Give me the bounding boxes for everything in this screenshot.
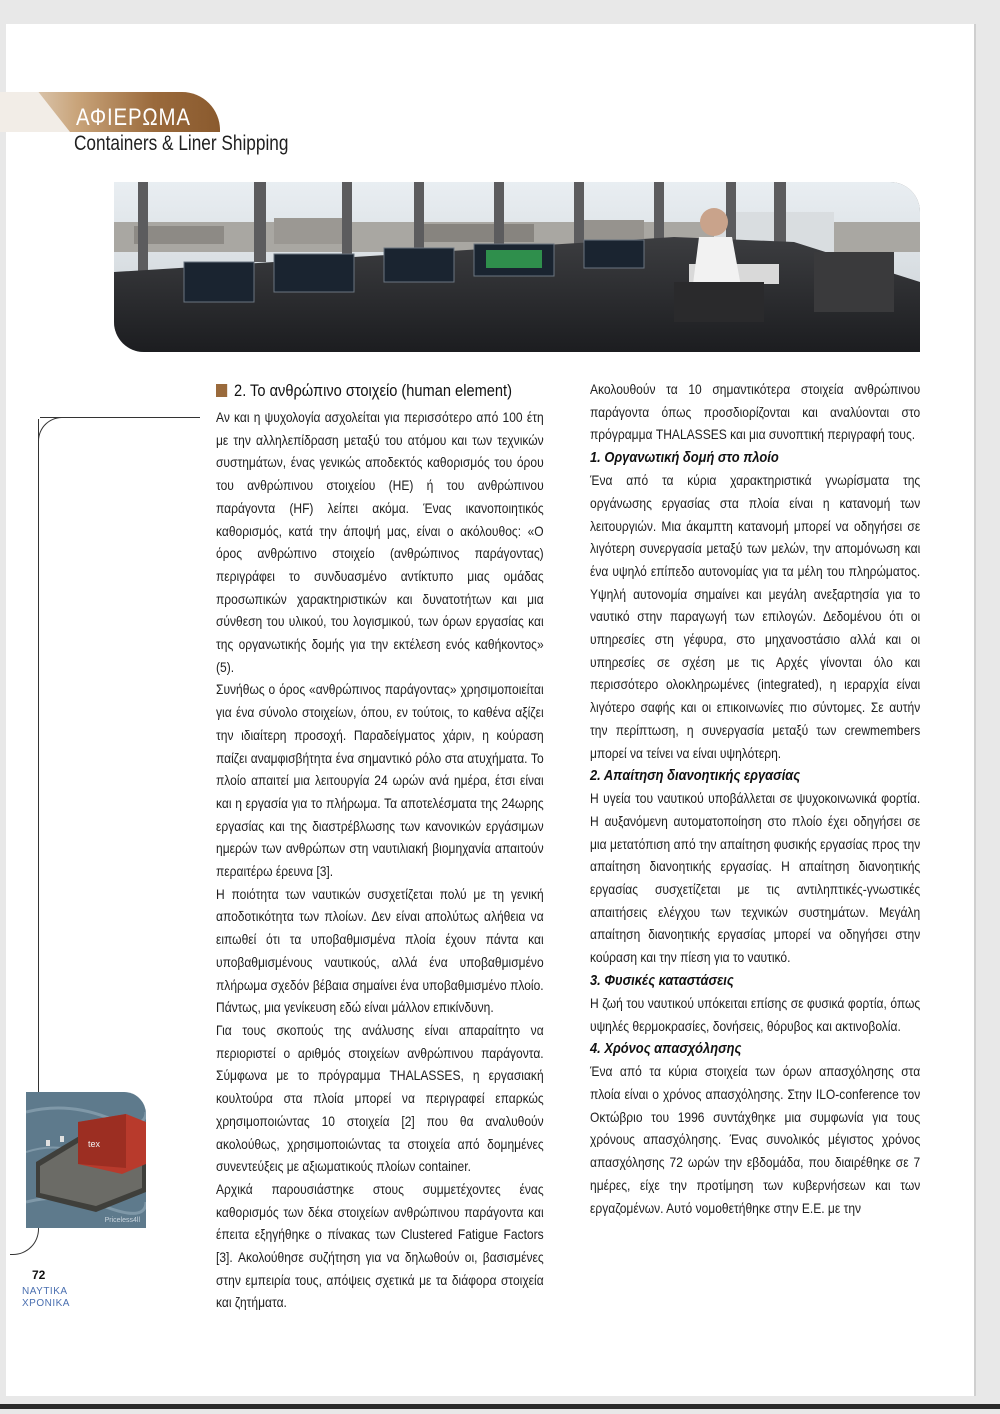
magazine-name-line1: ΝΑΥΤΙΚΑ <box>22 1286 68 1297</box>
subheading-physical-conditions: 3. Φυσικές καταστάσεις <box>590 971 734 989</box>
ship-bridge-illustration <box>114 182 920 352</box>
svg-text:tex: tex <box>88 1139 101 1149</box>
ship-bridge-photo <box>114 182 920 352</box>
paragraph: Συνήθως ο όρος «ανθρώπινος παράγοντας» χρησιμοποιείται για ένα σύνολο στοιχείων, όπου, εν τούτοις, το καθένα αξίζει την ιδιαίτερη προσοχή. Παραδείγματος χάριν, η κούραση παίζει αναμφισβήτητα ένα σημαντικό ρόλο στα ατυχήματα. Το πλοίο απαιτεί μια λειτουργία 24 ωρών ανά ημέρα, έτσι είναι και η εργασία για το πλήρωμα. Τα αποτελέσματα της 24ωρης εργασίας και της διαστρέβλωσης των κανονικών εργάσιμων ημερών των ανθρώπων στη ναυτιλιακή βιομηχανία απαιτούν περαιτέρω έρευνα [3]. <box>216 681 544 880</box>
subheading-organizational-structure: 1. Οργανωτική δομή στο πλοίο <box>590 449 779 467</box>
magazine-name-line2: ΧΡΟΝΙΚΑ <box>22 1298 70 1309</box>
subheading-mental-workload: 2. Απαίτηση διανοητικής εργασίας <box>590 767 801 785</box>
section-bullet-icon <box>216 384 227 397</box>
paragraph: Ένα από τα κύρια χαρακτηριστικά γνωρίσματα της οργάνωσης εργασίας στα πλοία είναι η κατανομή των λειτουργιών. Μια άκαμπτη κατανομή μπορεί να οδηγήσει σε λιγότερη συνεργασία μεταξύ των μελών, την απομόνωση και ένα υψηλό επίπεδο αυτονομίας για τα μέλη του πληρώματος. Υψηλή αυτονομία σημαίνει και μεγάλη ανεξαρτησία για το ναυτικό στην παραγωγή των επιλογών. Δεδομένου ότι οι υπηρεσίες στη γέφυρα, στο μηχανοστάσιο αλλά και οι υπηρεσίες σε σχέση με τις Αρχές γίνονται όλο και περισσότερο ολοκληρωμένες (integrated), η ιεραρχία είναι λιγότερο σαφής και οι επικοινωνίες πιο σύντομες. Σε αυτήν την περίπτωση, η συνεργασία μεταξύ των crewmembers μπορεί να τείνει να είναι υψηλότερη. <box>590 472 921 761</box>
section-heading-text: 2. Το ανθρώπινο στοιχείο (human element) <box>234 381 512 400</box>
paragraph: Αρχικά παρουσιάστηκε στους συμμετέχοντες ένας καθορισμός των δέκα στοιχείων ανθρώπινου παράγοντα και έπειτα εξηγήθηκε ο πίνακας των Clustered Fatigue Factors [3]. Ακολούθησε συζήτηση για να δηλωθούν οι, βασισμένες στην εμπειρία τους, απόψεις σχετικά με τα διάφορα στοιχεία και ζητήματα. <box>216 1180 544 1311</box>
paragraph: Ακολουθούν τα 10 σημαντικότερα στοιχεία ανθρώπινου παράγοντα όπως προσδιορίζονται και αναλύονται στο πρόγραμμα THALASSES και μια συνοπτική περιγραφή τους. <box>590 381 921 443</box>
article-column-right <box>590 378 920 1219</box>
container-ship-illustration <box>26 1092 146 1228</box>
section-title: ΑΦΙΕΡΩΜΑ <box>76 104 191 131</box>
paragraph: Η ποιότητα των ναυτικών συσχετίζεται πολύ με τη γενική αποδοτικότητα των πλοίων. Δεν είναι απολύτως αλήθεια να ειπωθεί ότι τα υποβαθμισμένα πλοία έχουν πάντα και υποβαθμισμένους ναυτικούς, αλλά ένα υποβαθμισμένο πλήρωμα σχεδόν βέβαια σημαίνει ένα υποβαθμισμένο πλοίο. Πάντως, μια γενίκευση εδώ είναι μάλλον επικίνδυνη. <box>216 885 544 1016</box>
paragraph: Αν και η ψυχολογία ασχολείται για περισσότερο από 100 έτη με την αλληλεπίδραση μεταξύ του ατόμου και των τεχνικών συστημάτων, ένας γενικώς αποδεκτός καθορισμός του όρου του ανθρώπινου στοιχείου (HE) ή του ανθρώπινου παράγοντα (HF) λείπει ακόμα. Ένας ικανοποιητικός καθορισμός, κατά την άποψή μας, είναι ο ακόλουθος: «Ο όρος ανθρώπινο στοιχείο (ανθρώπινος παράγοντας) περιγράφει το συνδυασμένο αντίκτυπο μιας ομάδας προσωπικών χαρακτηριστικών και δυνατοτήτων και μια σύνθεση του υλικού, του λογισμικού, των όρων εργασίας και της οργανωτικής δομής για την εκτέλεση ενός καθήκοντος» (5). <box>216 409 544 675</box>
page-number: 72 <box>32 1268 46 1282</box>
paragraph: Η υγεία του ναυτικού υποβάλλεται σε ψυχοκοινωνικά φορτία. Η αυξανόμενη αυτοματοποίηση στο πλοίο έχει οδηγήσει σε μια μετατόπιση από την απαίτηση φυσικής εργασίας προς την απαίτηση διανοητικής εργασίας. Η απαίτηση διανοητικής εργασίας συσχετίζεται με τις αντιληπτικές-γνωστικές απαιτήσεις ελέγχου των τεχνικών συστημάτων. Μεγάλη απαίτηση διανοητικής εργασίας μπορεί να οδηγήσει στην κούραση και την πίεση για το ναυτικό. <box>590 790 921 966</box>
section-heading <box>216 378 544 404</box>
paragraph: Η ζωή του ναυτικού υπόκειται επίσης σε φυσικά φορτία, όπως υψηλές θερμοκρασίες, δονήσεις, θόρυβος και ακτινοβολία. <box>590 994 921 1034</box>
subheading-working-time: 4. Χρόνος απασχόλησης <box>590 1040 742 1058</box>
paragraph: Ένα από τα κύρια στοιχεία των όρων απασχόλησης στα πλοία είναι ο χρόνος απασχόλησης. Στην ILO-conference τον Οκτώβριο του 1996 συντάχθηκε μια συμφωνία για τους χρόνους απασχόλησης. Ένας συνολικός μέγιστος χρόνος απασχόλησης 72 ωρών την εβδομάδα, που διαιρέθηκε σε 7 ημέρες, είχε την προτίμηση των κυβερνήσεων και των εργαζομένων. Αυτό νομοθετήθηκε στην Ε.Ε. με την <box>590 1063 921 1216</box>
container-ship-photo <box>26 1092 146 1228</box>
frame-line-top <box>40 417 200 418</box>
article-column-left <box>216 378 544 1314</box>
paragraph: Για τους σκοπούς της ανάλυσης είναι απαραίτητο να περιοριστεί ο αριθμός στοιχείων ανθρώπινου παράγοντα. Σύμφωνα με το πρόγραμμα THALASSES, η εργασιακή κουλτούρα στα πλοία μπορεί να περιγραφεί επαρκώς χρησιμοποιώντας 10 στοιχεία [2] που θα αναλυθούν ακολούθως, χρησιμοποιώντας τα στοιχεία από δομημένες συνεντεύξεις με αξιωματικούς πλοίων container. <box>216 1021 544 1175</box>
bottom-rule <box>0 1404 1000 1409</box>
section-subtitle: Containers & Liner Shipping <box>74 132 289 155</box>
photo-credit: Priceless4ll <box>104 1217 140 1224</box>
